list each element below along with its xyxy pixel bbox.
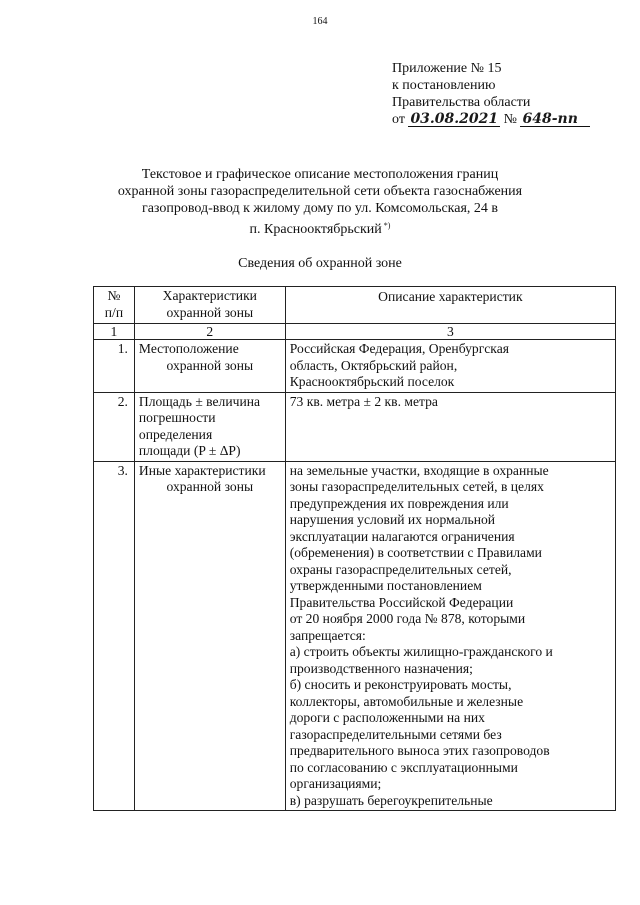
text-line: Площадь ± величина: [138, 393, 261, 409]
text-line: Краснооктябрьский поселок: [289, 374, 455, 389]
text-line: производственного назначения;: [289, 660, 473, 676]
table-row: [94, 392, 616, 461]
row-number: 1.: [94, 340, 135, 393]
text-line: охраны газораспределительных сетей,: [289, 561, 512, 577]
text-line: охранной зоны: [166, 357, 254, 373]
zone-info-table: [93, 286, 616, 811]
text-line: Правительства Российской Федерации: [289, 594, 514, 610]
page-number: 164: [312, 16, 328, 27]
text-line: 73 кв. метра ± 2 кв. метра: [289, 393, 438, 409]
row-number: 3.: [94, 461, 135, 811]
title-line-4: [60, 217, 580, 238]
header-col2-line: Характеристики: [162, 288, 257, 303]
title-line-2: охранной зоны газораспределительной сети объекта газоснабжения: [117, 184, 523, 199]
text-line: Российская Федерация, Оренбургская: [289, 341, 509, 356]
text-line: охранной зоны: [166, 479, 254, 494]
text-line: на земельные участки, входящие в охранные: [289, 462, 549, 478]
title-line-1: Текстовое и графическое описание местоположения границ: [141, 167, 499, 182]
number-label: №: [503, 112, 517, 127]
header-col1-line: п/п: [104, 304, 124, 320]
text-line: а) строить объекты жилищно-гражданского и: [289, 644, 553, 659]
column-number: 3: [285, 324, 615, 340]
header-col1-line: №: [107, 288, 121, 303]
title-line-3: газопровод-ввод к жилому дому по ул. Комсомольская, 24 в: [141, 201, 499, 216]
text-line: газораспределительными сетями без: [289, 726, 502, 742]
appendix-block: [392, 60, 590, 128]
row-number: 2.: [94, 392, 135, 461]
header-col-characteristic: [134, 287, 285, 324]
table-header-row: [94, 287, 616, 324]
text-line: организациями;: [289, 776, 382, 791]
text-line: нарушения условий их нормальной: [289, 512, 496, 527]
row-characteristic: [134, 461, 285, 811]
text-line: предупреждения их повреждения или: [289, 495, 509, 511]
appendix-date-number-line: [392, 111, 590, 128]
text-line: запрещается:: [289, 627, 366, 643]
row-description: [285, 340, 615, 393]
header-col-description: Описание характеристик: [285, 287, 615, 324]
text-line: б) сносить и реконструировать мосты,: [289, 677, 512, 692]
footnote-mark: *): [383, 221, 391, 230]
text-line: коллекторы, автомобильные и железные: [289, 693, 524, 709]
row-characteristic: [134, 340, 285, 393]
text-line: от 20 ноября 2000 года № 878, которыми: [289, 611, 526, 626]
row-description: [285, 392, 615, 461]
text-line: эксплуатации налагаются ограничения: [289, 528, 515, 544]
column-number: 2: [134, 324, 285, 340]
header-col-number: [94, 287, 135, 324]
text-line: утвержденными постановлением: [289, 578, 482, 593]
text-line: Местоположение: [138, 341, 239, 356]
text-line: определения: [138, 426, 213, 442]
appendix-decree: к постановлению: [392, 78, 496, 93]
text-line: по согласованию с эксплуатационными: [289, 759, 518, 775]
text-line: область, Октябрьский район,: [289, 357, 458, 373]
row-description: [285, 461, 615, 811]
text-line: предварительного выноса этих газопроводов: [289, 743, 550, 758]
header-col2-line: охранной зоны: [166, 304, 254, 320]
text-line: площади (P ± ΔP): [138, 443, 241, 458]
appendix-title: Приложение № 15: [392, 61, 502, 76]
appendix-government: Правительства области: [392, 95, 531, 110]
text-line: дороги с расположенными на них: [289, 710, 485, 725]
text-line: зоны газораспределительных сетей, в целях: [289, 479, 544, 494]
text-line: погрешности: [138, 410, 216, 425]
document-title: [60, 166, 580, 238]
text-line: (обременения) в соответствии с Правилами: [289, 545, 542, 560]
text-line: в) разрушать берегоукрепительные: [289, 792, 493, 808]
title-line-4-text: п. Краснооктябрьский: [249, 222, 382, 237]
table-row: [94, 461, 616, 811]
row-characteristic: [134, 392, 285, 461]
column-number: 1: [94, 324, 135, 340]
handwritten-number: 648-пп: [520, 112, 590, 127]
table-row: [94, 340, 616, 393]
column-number-row: [94, 324, 616, 340]
section-subtitle: Сведения об охранной зоне: [238, 256, 402, 271]
handwritten-date: 03.08.2021: [410, 111, 499, 127]
from-label: от: [392, 112, 405, 127]
text-line: Иные характеристики: [138, 462, 266, 478]
